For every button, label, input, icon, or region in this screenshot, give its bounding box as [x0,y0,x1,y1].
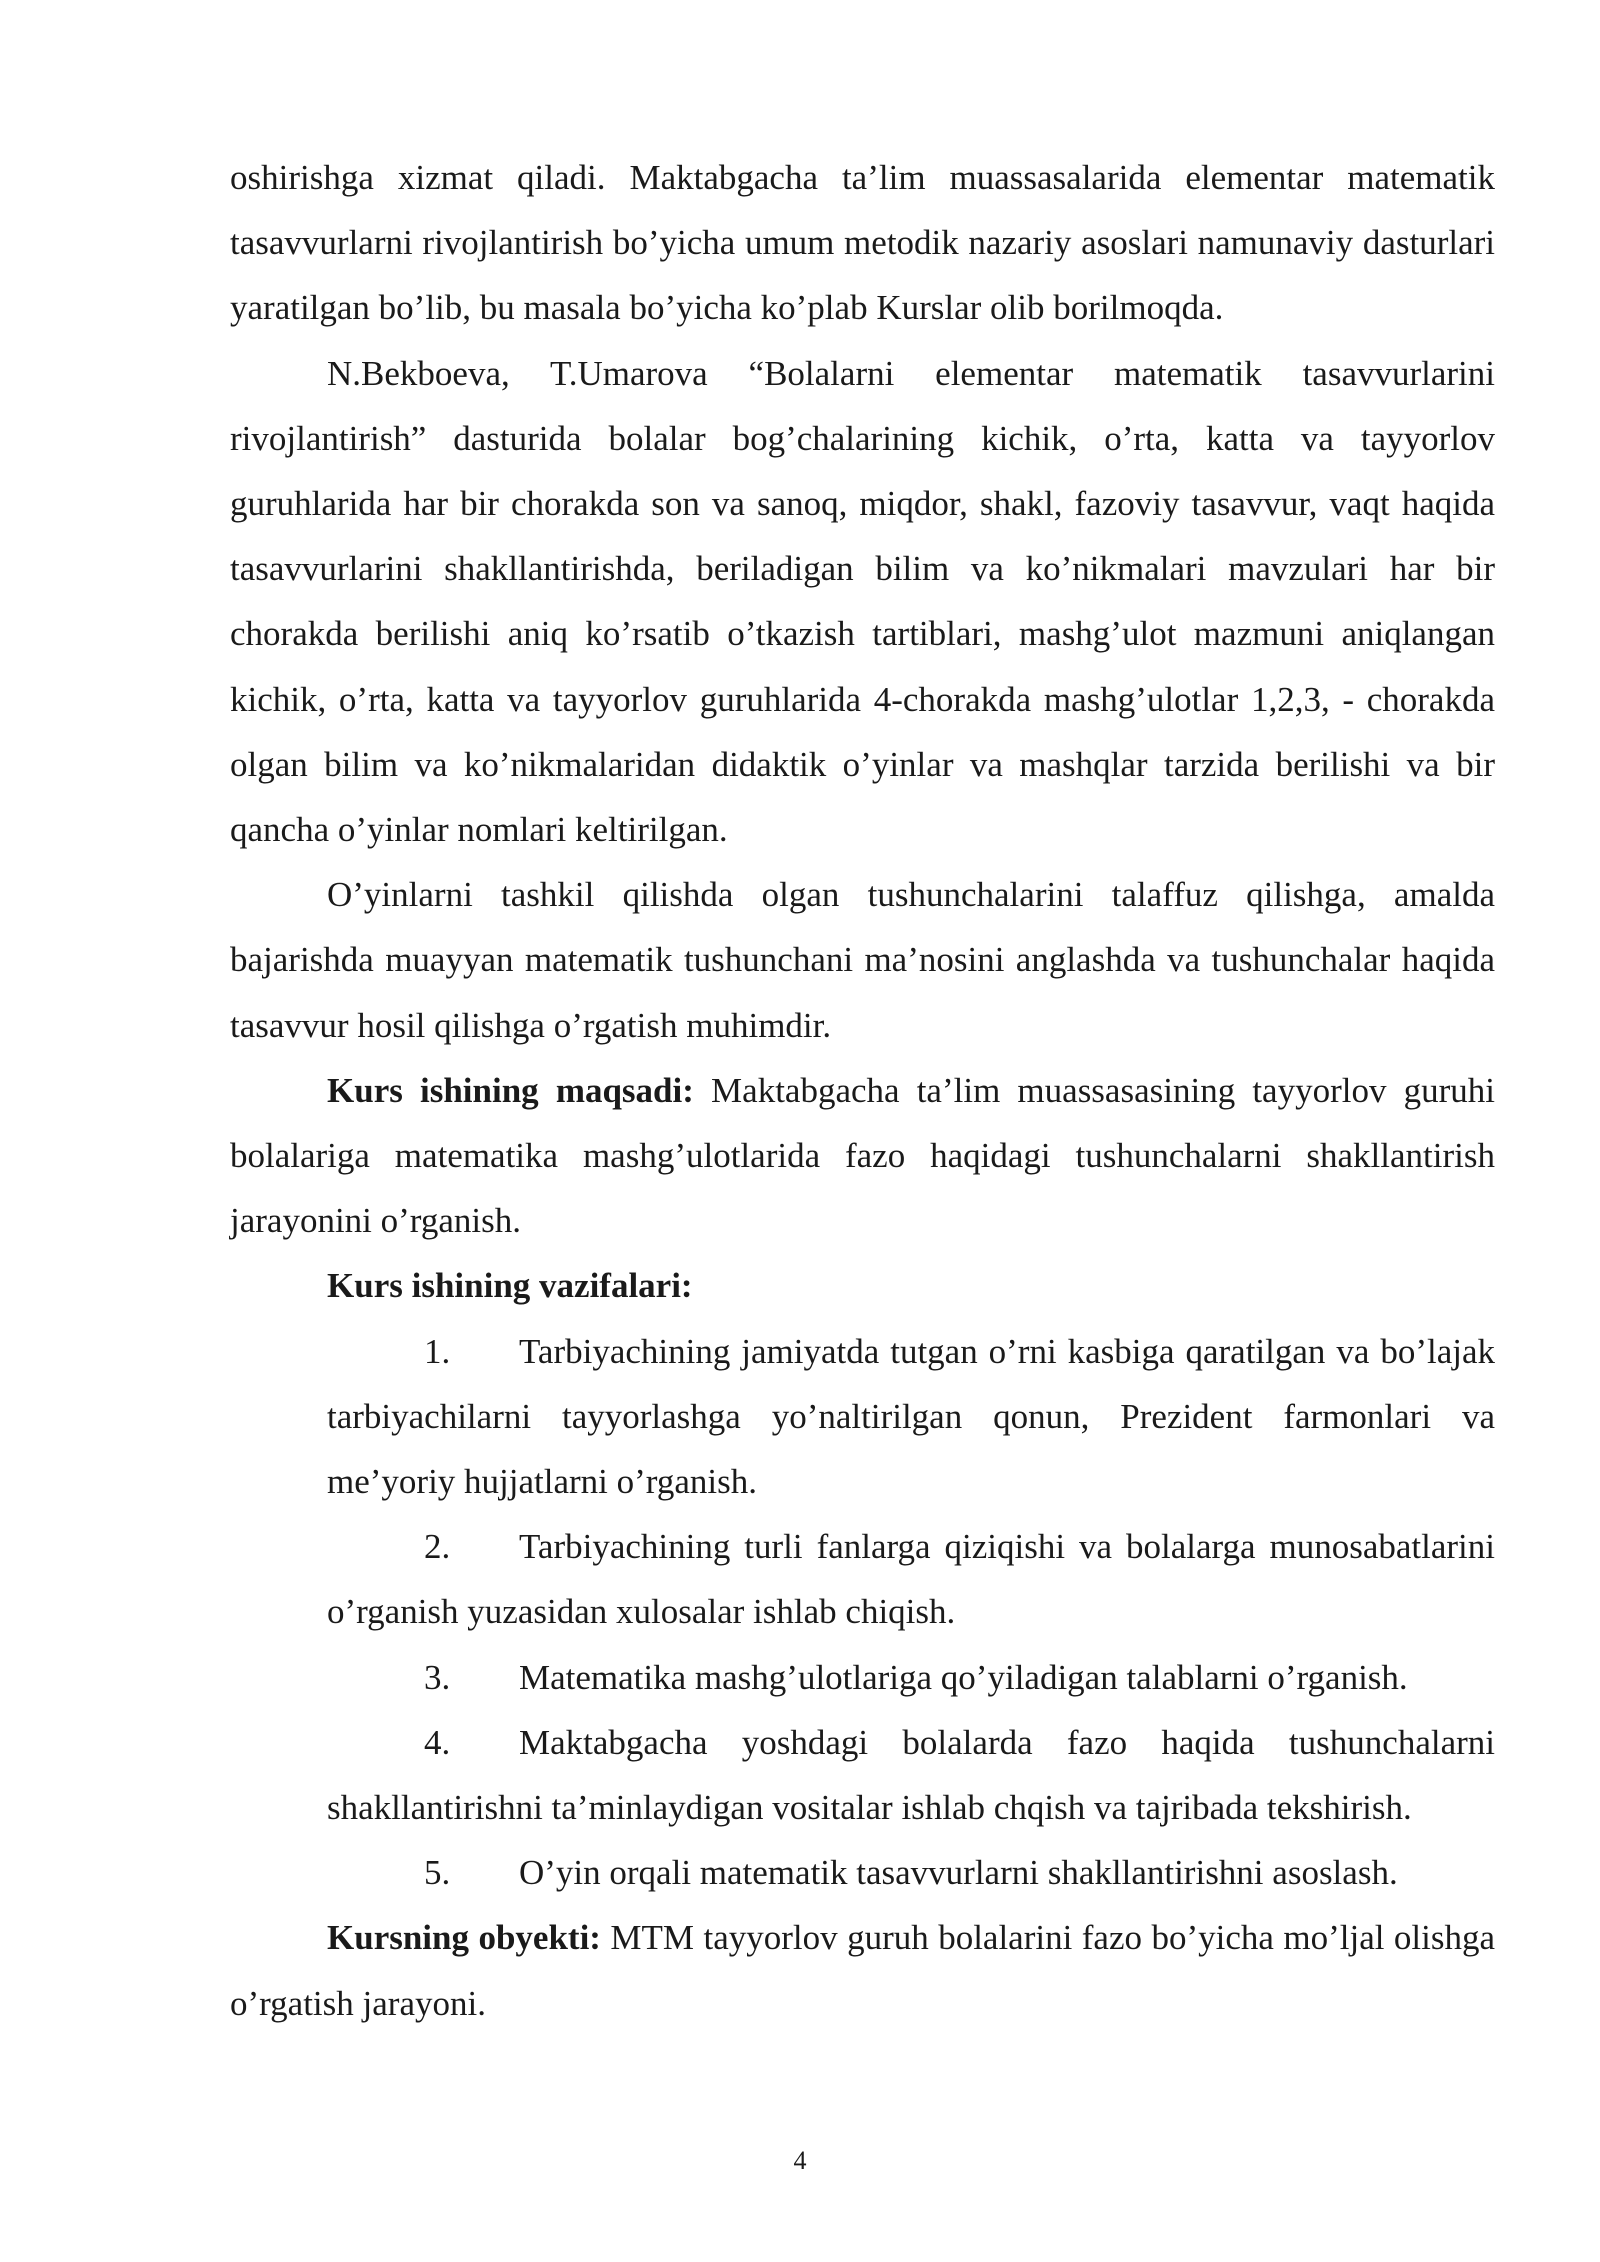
object-text: MTM tayyorlov guruh bolalarini fazo bo’yicha mo’ljal olishga o’rgatish jarayoni. [230,1918,1496,2023]
paragraph-object [230,1905,1495,2035]
list-item-text: Maktabgacha yoshdagi bolalarda fazo haqida tushunchalarni shakllantirishni ta’minlaydigan vositalar ishlab chqish va tajribada tekshirish. [327,1722,1495,1828]
tasks-list [230,1319,1495,1906]
page-number: 4 [793,2146,807,2175]
list-item [230,1645,1495,1710]
list-item-text: Matematika mashg’ulotlariga qo’yiladigan talablarni o’rganish. [519,1657,1408,1697]
list-item [230,1840,1495,1905]
paragraph-intro: oshirishga xizmat qiladi. Maktabgacha ta’lim muassasalarida elementar matematik tasavvurlarni rivojlantirish bo’yicha umum metodik nazariy asoslari namunaviy dasturlari yaratilgan bo’lib, bu masala bo’yicha ko’plab Kurslar olib borilmoqda. [230,158,1495,328]
list-item-text: Tarbiyachining turli fanlarga qiziqishi va bolalarga munosabatlarini o’rganish yuzasidan xulosalar ishlab chiqish. [327,1527,1495,1632]
paragraph-bekboeva-program: N.Bekboeva, T.Umarova “Bolalarni elementar matematik tasavvurlarini rivojlantirish” dasturida bolalar bog’chalarining kichik, o’rta, katta va tayyorlov guruhlarida har bir chorakda son va sanoq, miqdor, shakl, fazoviy tasavvur, vaqt haqida tasavvurlarini shakllantirishda, beriladigan bilim va ko’nikmalari mavzulari har bir chorakda berilishi aniq ko’rsatib o’tkazish tartiblari, mashg’ulot mazmuni aniqlangan kichik, o’rta, katta va tayyorlov guruhlarida 4-chorakda mashg’ulotlar 1,2,3, - chorakda olgan bilim va ko’nikmalaridan didaktik o’yinlar va mashqlar tarzida berilishi va bir qancha o’yinlar nomlari keltirilgan. [230,353,1495,850]
document-page [230,145,1495,2036]
list-item-number: 2. [424,1527,451,1567]
list-item-number: 1. [424,1331,451,1371]
paragraph-goal [230,1058,1495,1254]
list-item-number: 4. [424,1722,451,1762]
goal-label: Kurs ishining maqsadi: [327,1070,694,1110]
goal-text: Maktabgacha ta’lim muassasasining tayyorlov guruhi bolalariga matematika mashg’ulotlarida fazo haqidagi tushunchalarni shakllantirish jarayonini o’rganish. [230,1070,1495,1241]
list-item-text: Tarbiyachining jamiyatda tutgan o’rni kasbiga qaratilgan va bo’lajak tarbiyachilarni tayyorlashga yo’naltirilgan qonun, Prezident farmonlari va me’yoriy hujjatlarni o’rganish. [327,1331,1495,1502]
list-item [230,1319,1495,1515]
list-item-number: 5. [424,1853,451,1893]
list-item [230,1710,1495,1840]
list-item [230,1514,1495,1644]
list-item-number: 3. [424,1657,451,1697]
object-label: Kursning obyekti: [327,1918,601,1958]
tasks-heading: Kurs ishining vazifalari: [327,1266,693,1306]
list-item-text: O’yin orqali matematik tasavvurlarni shakllantirishni asoslash. [519,1853,1398,1893]
paragraph-games: O’yinlarni tashkil qilishda olgan tushunchalarini talaffuz qilishga, amalda bajarishda muayyan matematik tushunchani ma’nosini anglashda va tushunchalar haqida tasavvur hosil qilishga o’rgatish muhimdir. [230,875,1495,1045]
